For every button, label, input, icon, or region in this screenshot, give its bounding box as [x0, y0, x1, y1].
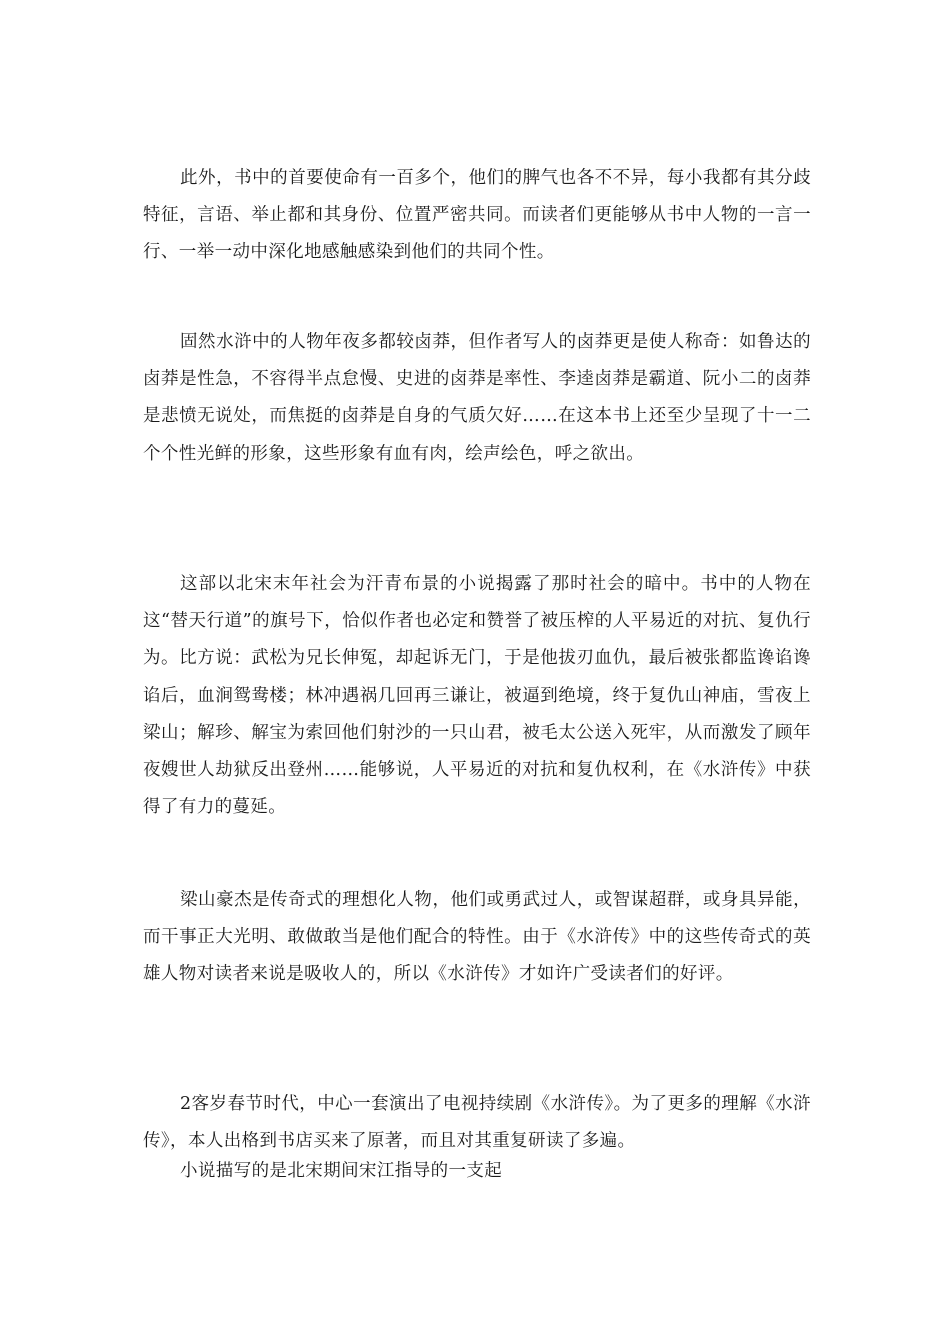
paragraph-summary-start: 小说描写的是北宋期间宋江指导的一支起	[180, 1161, 503, 1181]
paragraph-essay-two-intro: 2客岁春节时代，中心一套演出了电视持续剧《水浒传》。为了更多的理解《水浒传》，本人出格到书店买来了原著，而且对其重复研读了多遍。	[143, 1094, 811, 1152]
paragraph-characters: 此外，书中的首要使命有一百多个，他们的脾气也各不不异，每小我都有其分歧特征，言语、举止都和其身份、位置严密共同。而读者们更能够从书中人物的一言一行、一举一动中深化地感触感染到他们的共同个性。	[143, 168, 811, 263]
paragraph-society: 这部以北宋末年社会为汗青布景的小说揭露了那时社会的暗中。书中的人物在这“替天行道”的旗号下，恰似作者也必定和赞誉了被压榨的人平易近的对抗、复仇行为。比方说：武松为兄长伸冤，却起诉无门，于是他拔刃血仇，最后被张都监谗谄谗谄后，血涧鸳鸯楼；林冲遇祸几回再三谦让，被逼到绝境，终于复仇山神庙，雪夜上梁山；解珍、解宝为索回他们射沙的一只山君，被毛太公送入死牢，从而激发了顾年夜嫂世人劫狱反出登州……能够说，人平易近的对抗和复仇权利，在《水浒传》中获得了有力的蔓延。	[143, 574, 811, 818]
paragraph-rudeness: 固然水浒中的人物年夜多都较卤莽，但作者写人的卤莽更是使人称奇：如鲁达的卤莽是性急，不容得半点怠慢、史进的卤莽是率性、李逵卤莽是霸道、阮小二的卤莽是悲愤无说处，而焦挺的卤莽是自身的气质欠好……在这本书上还至少呈现了十一二个个性光鲜的形象，这些形象有血有肉，绘声绘色，呼之欲出。	[143, 332, 811, 464]
paragraph-heroes: 梁山豪杰是传奇式的理想化人物，他们或勇武过人，或智谋超群，或身具异能，而干事正大光明、敢做敢当是他们配合的特性。由于《水浒传》中的这些传奇式的英雄人物对读者来说是吸收人的，所以《水浒传》才如许广受读者们的好评。	[143, 890, 811, 985]
